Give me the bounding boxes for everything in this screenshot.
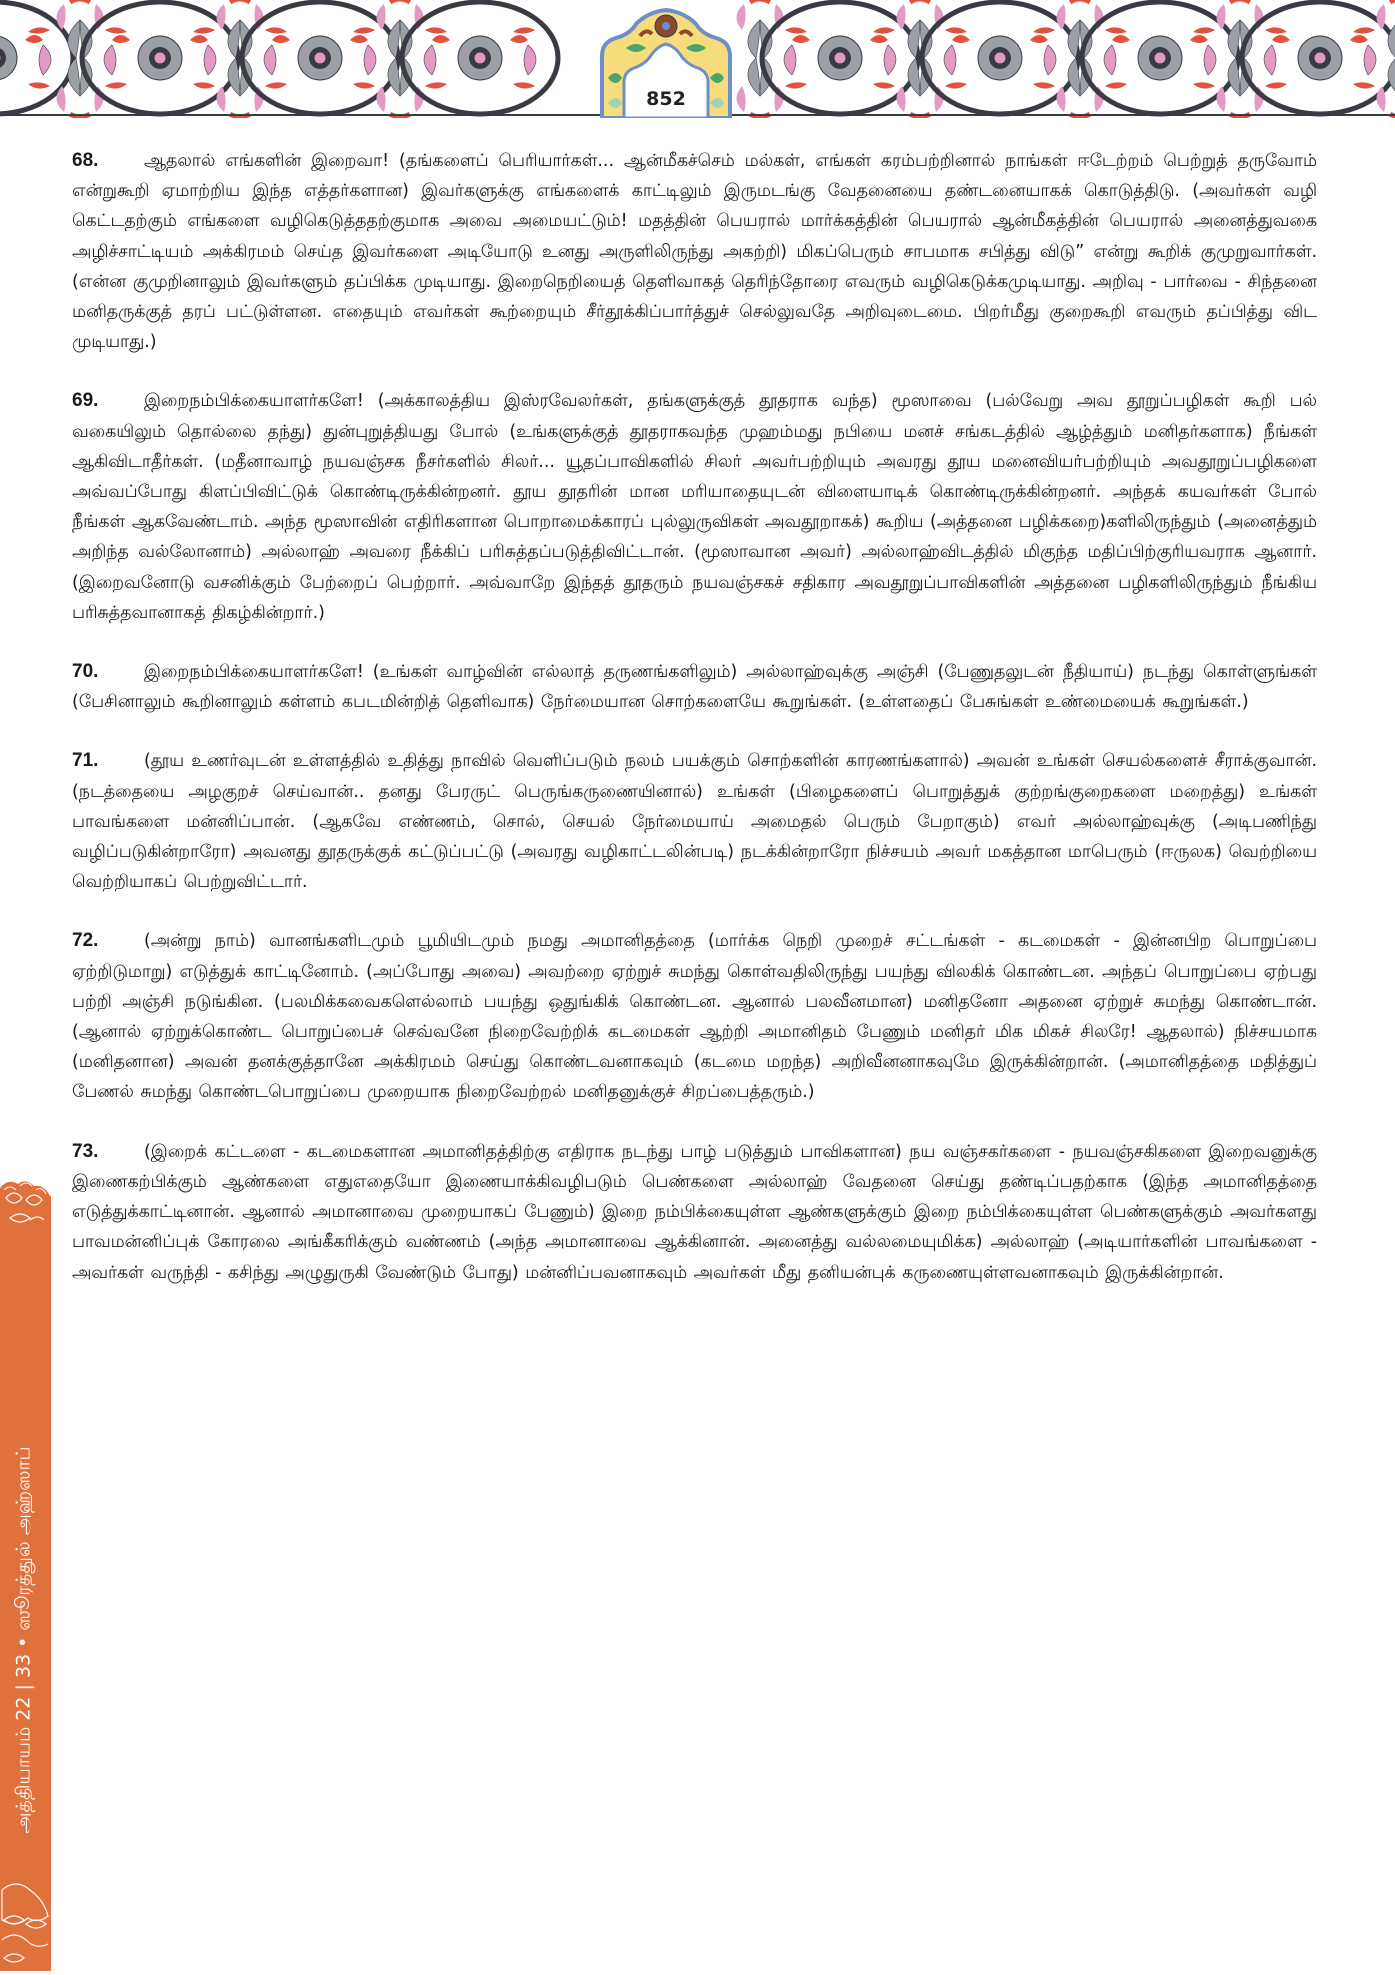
page-number-arch [596,8,736,118]
verse-70 [72,657,1317,717]
side-bar-ornament-icon [0,1178,52,1238]
verse-number: 69. [72,390,99,412]
verse-text: இறைநம்பிக்கையாளர்களே! (உங்கள் வாழ்வின் எல்லாத் தருணங்களிலும்) அல்லாஹ்வுக்கு அஞ்சி (பேணுதலுடன் நீதியாய்) நடந்து கொள்ளுங்கள் (பேசினாலும் கூறினாலும் கள்ளம் கபடமின்றித் தெளிவாக) நேர்மையான சொற்களையே கூறுங்கள். (உள்ளதைப் பேசுங்கள் உண்மையைக் கூறுங்கள்.) [72,662,1317,713]
verse-text: (அன்று நாம்) வானங்களிடமும் பூமியிடமும் நமது அமானிதத்தை (மார்க்க நெறி முறைச் சட்டங்கள் - கடமைகள் - இன்னபிற பொறுப்பை ஏற்றிடுமாறு) எடுத்துக் காட்டினோம். (அப்போது அவை) அவற்றை ஏற்றுச் சுமந்து கொள்வதிலிருந்து பயந்து விலகிக் கொண்டன. அந்தப் பொறுப்பை ஏற்பது பற்றி அஞ்சி நடுங்கின. (பலமிக்கவைகளெல்லாம் பயந்து ஒதுங்கிக் கொண்டன. ஆனால் பலவீனமான) மனிதனோ அதனை ஏற்றுச் சுமந்து கொண்டான். (ஆனால் ஏற்றுக்கொண்ட பொறுப்பைச் செவ்வனே நிறைவேற்றிக் கடமைகள் ஆற்றி அமானிதம் பேணும் மனிதர் மிக மிகச் சிலரே! ஆதலால்) நிச்சயமாக (மனிதனான) அவன் தனக்குத்தானே அக்கிரமம் செய்து கொண்டவனாகவும் (கடமை மறந்த) அறிவீனனாகவுமே இருக்கின்றான். (அமானிதத்தை மதித்துப் பேணல் சுமந்து கொண்டபொறுப்பை முறையாக நிறைவேற்றல் மனிதனுக்குச் சிறப்பைத்தரும்.) [72,931,1317,1103]
verse-number: 68. [72,150,99,171]
side-bar-bottom-ornament-icon [0,1880,52,1971]
verse-72 [72,926,1317,1107]
verse-number: 73. [72,1140,99,1162]
verse-text: ஆதலால் எங்களின் இறைவா! (தங்களைப் பெரியார்கள்... ஆன்மீகச்செம் மல்கள், எங்கள் கரம்பற்றினால் நாங்கள் ஈடேற்றம் பெற்றுத் தருவோம் என்றுகூறி ஏமாற்றிய இந்த எத்தர்களான) இவர்களுக்கு எங்களைக் காட்டிலும் இருமடங்கு வேதனையை தண்டனையாகக் கொடுத்திடு. (அவர்கள் வழி கெட்டதற்கும் எங்களை வழிகெடுத்ததற்குமாக அவை அமையட்டும்! மதத்தின் பெயரால் மார்க்கத்தின் பெயரால் ஆன்மீகத்தின் பெயரால் அனைத்துவகை அழிச்சாட்டியம் அக்கிரமம் செய்த இவர்களை அடியோடு உனது அருளிலிருந்து அகற்றி) மிகப்பெரும் சாபமாக சபித்து விடு” என்று கூறிக் குமுறுவார்கள். (என்ன குமுறினாலும் இவர்களும் தப்பிக்க முடியாது. இறைநெறியைத் தெளிவாகத் தெரிந்தோரை எவரும் வழிகெடுக்கமுடியாது. அறிவு - பார்வை - சிந்தனை மனிதருக்குத் தரப் பட்டுள்ளன. எதையும் எவர்கள் கூற்றையும் சீர்தூக்கிப்பார்த்துச் செல்லுவதே அறிவுடைமை. பிறர்மீது குறைகூறி எவரும் தப்பித்து விட முடியாது.) [72,151,1317,353]
verse-number: 70. [72,661,99,683]
verse-number: 71. [72,750,99,772]
verse-71 [72,746,1317,897]
page-number: 852 [646,88,686,110]
verse-73 [72,1137,1317,1288]
verse-number: 72. [72,930,99,952]
verse-text: (இறைக் கட்டளை - கடமைகளான அமானிதத்திற்கு எதிராக நடந்து பாழ் படுத்தும் பாவிகளான) நய வஞ்சகர்களை - நயவஞ்சகிகளை இறைவனுக்கு இணைகற்பிக்கும் ஆண்களை எதுஎதையோ இணையாக்கிவழிபடும் பெண்களை அல்லாஹ் வேதனை செய்து தண்டிப்பதற்காக (இந்த அமானிதத்தை எடுத்துக்காட்டினான். ஆனால் அமானாவை முறையாகப் பேணும்) இறை நம்பிக்கையுள்ள ஆண்களுக்கும் இறை நம்பிக்கையுள்ள பெண்களுக்கும் அவர்களது பாவமன்னிப்புக் கோரலை அங்கீகரிக்கும் வண்ணம் (அந்த அமானாவை ஆக்கினான். அனைத்து வல்லமையுமிக்க) அல்லாஹ் (அடியார்களின் பாவங்களை - அவர்கள் வருந்தி - கசிந்து அழுதுருகி வேண்டும் போது) மன்னிப்பவனாகவும் அவர்கள் மீது தனியன்புக் கருணையுள்ளவனாகவும் இருக்கின்றான். [72,1141,1317,1283]
verse-69 [72,386,1317,628]
page-content [72,146,1317,1317]
verse-text: இறைநம்பிக்கையாளர்களே! (அக்காலத்திய இஸ்ரவேலர்கள், தங்களுக்குத் தூதராக வந்த) மூஸாவை (பல்வேறு அவ தூறுப்பழிகள் கூறி பல் வகையிலும் தொல்லை தந்து) துன்புறுத்தியது போல் (உங்களுக்குத் தூதராகவந்த முஹம்மது நபியை மனச் சங்கடத்தில் ஆழ்த்தும் மனிதர்களாக) நீங்கள் ஆகிவிடாதீர்கள். (மதீனாவாழ் நயவஞ்சக நீசர்களில் சிலர்... யூதப்பாவிகளில் சிலர் அவர்பற்றியும் அவரது தூய மனைவியர்பற்றியும் அவதூறுப்பழிகளை அவ்வப்போது கிளப்பிவிட்டுக் கொண்டிருக்கின்றனர். தூய தூதரின் மான மரியாதையுடன் விளையாடிக் கொண்டிருக்கின்றனர். அந்தக் கயவர்கள் போல் நீங்கள் ஆகவேண்டாம். அந்த மூஸாவின் எதிரிகளான பொறாமைக்காரப் புல்லுருவிகள் அவதூறாகக்) கூறிய (அத்தனை பழிக்கறை)களிலிருந்தும் (அனைத்தும் அறிந்த வல்லோனாம்) அல்லாஹ் அவரை நீக்கிப் பரிசுத்தப்படுத்திவிட்டான். (மூஸாவான அவர்) அல்லாஹ்விடத்தில் மிகுந்த மதிப்பிற்குரியவராக ஆனார். (இறைவனோடு வசனிக்கும் பேற்றைப் பெற்றார். அவ்வாறே இந்தத் தூதரும் நயவஞ்சகச் சதிகார அவதூறுப்பாவிகளின் அத்தனை பழிகளிலிருந்தும் நீங்கிய பரிசுத்தவானாகத் திகழ்கின்றார்.) [72,391,1318,623]
verse-68 [72,146,1317,357]
verse-text: (தூய உணர்வுடன் உள்ளத்தில் உதித்து நாவில் வெளிப்படும் நலம் பயக்கும் சொற்களின் காரணங்களால்) அவன் உங்கள் செயல்களைச் சீராக்குவான். (நடத்தையை அழகுறச் செய்வான்.. தனது பேரருட் பெருங்கருணையினால்) உங்கள் (பிழைகளைப் பொறுத்துக் குற்றங்குறைகளை மறைத்து) உங்கள் பாவங்களை மன்னிப்பான். (ஆகவே எண்ணம், சொல், செயல் நேர்மையாய் அமைதல் பெரும் பேறாகும்) எவர் அல்லாஹ்வுக்கு (அடிபணிந்து வழிப்படுகின்றாரோ) அவனது தூதருக்குக் கட்டுப்பட்டு (அவரது வழிகாட்டலின்படி) நடக்கின்றாரோ நிச்சயம் அவர் மகத்தான மாபெரும் (ஈருலக) வெற்றியை வெற்றியாகப் பெற்றுவிட்டார். [72,751,1317,893]
chapter-label: அத்தியாயம் 22 | 33 • ஸூரத்துல் அஹ்ஸாப் [12,1446,35,1834]
